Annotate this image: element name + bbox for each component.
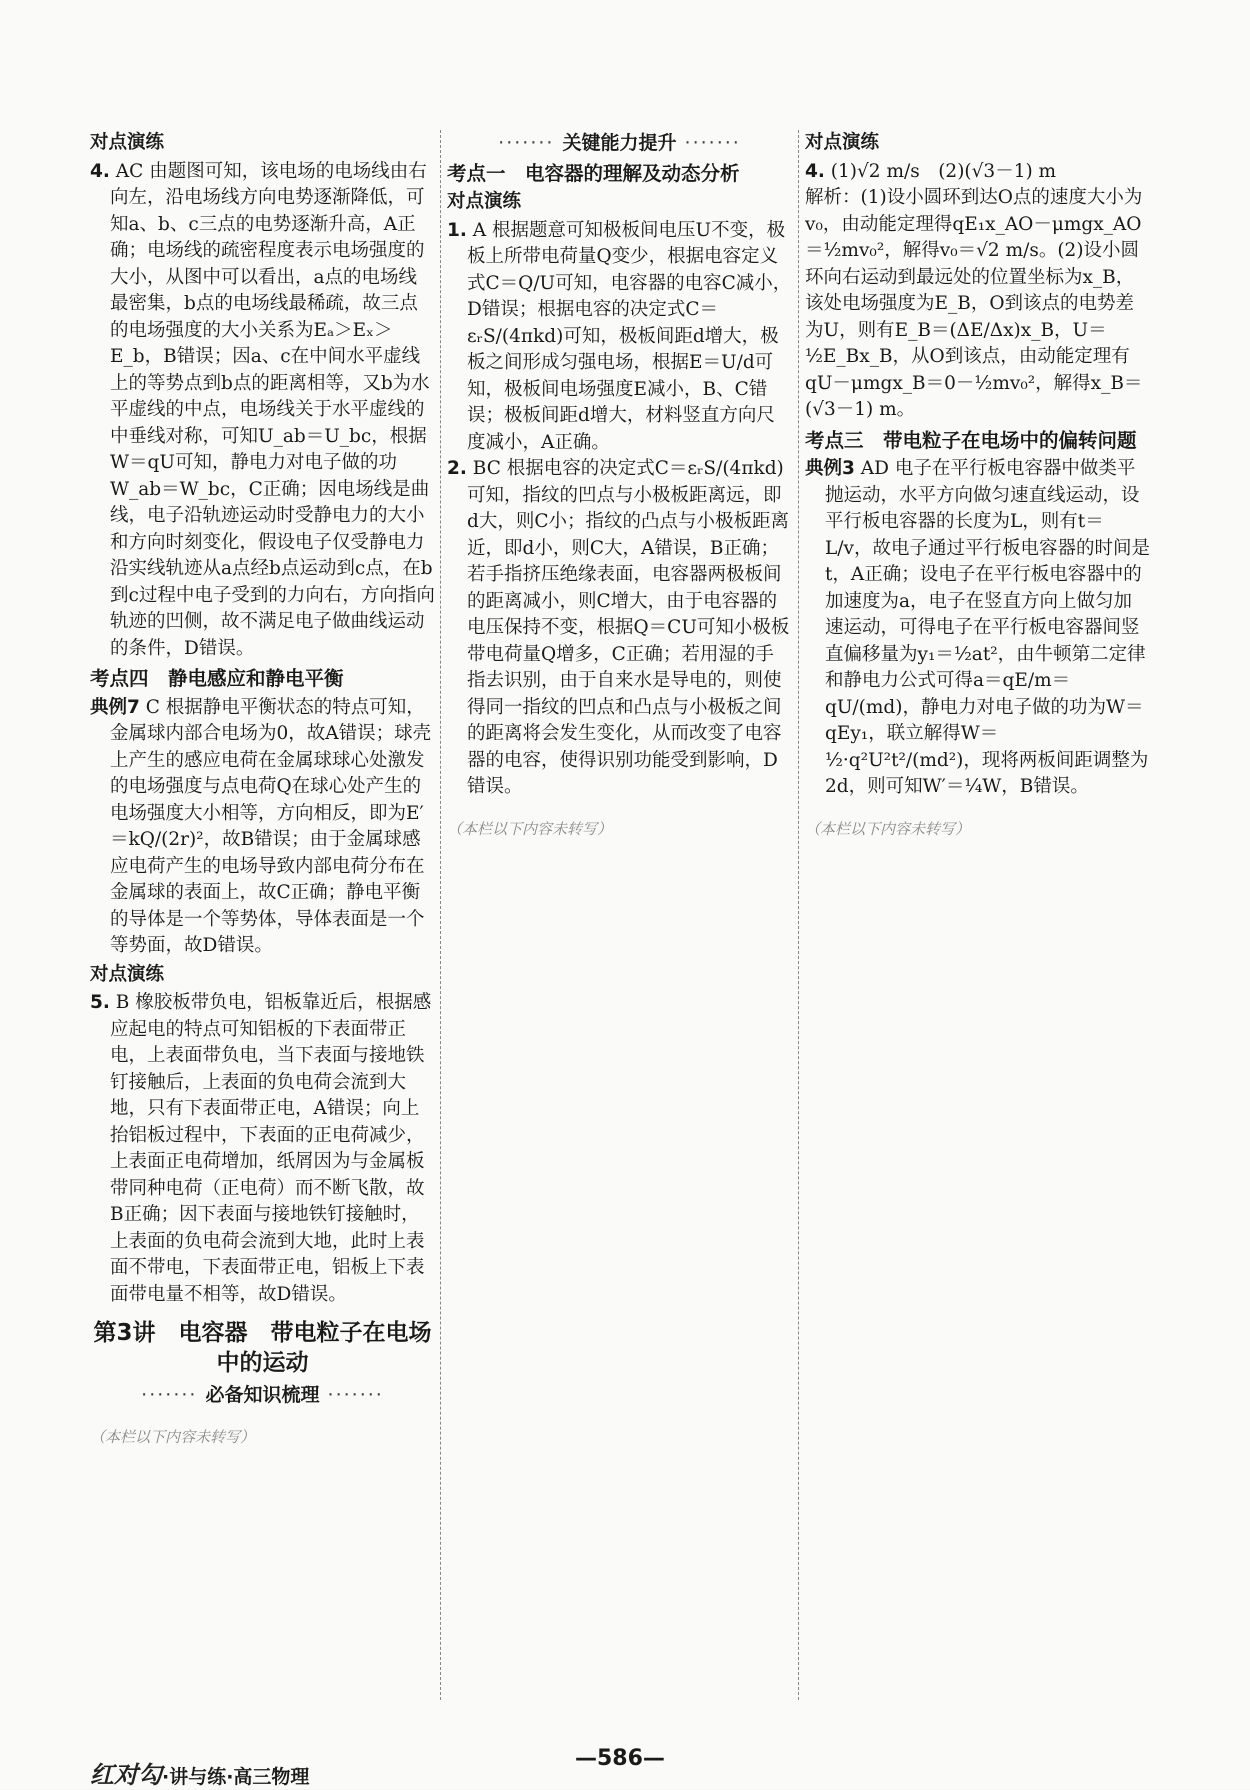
item-number: 5.: [90, 992, 110, 1013]
right-column: [805, 128, 1150, 857]
section-heading: 对点演练: [805, 132, 880, 153]
footer: [90, 1755, 309, 1790]
column-divider: [798, 130, 799, 1700]
middle-column: [447, 128, 792, 857]
omitted-note: （本栏以下内容未转写）: [805, 819, 971, 838]
answer-item: [805, 159, 1150, 186]
topic-heading: 考点四 静电感应和静电平衡: [90, 667, 344, 690]
section-heading: 对点演练: [90, 132, 165, 153]
example-label: 典例3: [805, 458, 855, 479]
item-number: 4.: [805, 160, 825, 182]
topic-heading: 考点三 带电粒子在电场中的偏转问题: [805, 428, 1137, 452]
series-title: ·讲与练·高三物理: [162, 1766, 310, 1788]
answer-item: [447, 218, 792, 457]
omitted-note: （本栏以下内容未转写）: [90, 1427, 256, 1446]
answer-result: (1)√2 m/s (2)(√3－1) m: [830, 160, 1057, 182]
item-text: BC 根据电容的决定式C＝εᵣS/(4πkd)可知，指纹的凹点与小极板距离远，即d大，则C小；指纹的凸点与小极板距离近，即d小，则C大，A错误，B正确；若手指挤压绝缘表面，电容器两极板间的距离减小，则C增大，由于电容器的电压保持不变，根据Q＝CU可知小极板带电荷量Q增多，C正确；若用湿的手指去识别，由于自来水是导电的，则使得同一指纹的凹点和凸点与小极板之间的距离将会发生变化，从而改变了电容器的电容，使得识别功能受到影响，D错误。: [467, 458, 790, 797]
section-banner: ······· 关键能力提升 ·······: [498, 132, 741, 154]
example-item: [90, 695, 435, 960]
answer-item: [90, 159, 435, 663]
section-heading: 对点演练: [90, 963, 165, 985]
item-text: AC 由题图可知，该电场的电场线由右向左，沿电场线方向电势逐渐降低，可知a、b、c三点的电势逐渐升高，A正确；电场线的疏密程度表示电场强度的大小，从图中可以看出，a点的电场线最密集，b点的电场线最稀疏，故三点的电场强度的大小关系为Eₐ＞Eₓ＞E_b，B错误；因a、c在中间水平虚线上的等势点到b点的距离相等，又b为水平虚线的中点，电场线关于水平虚线的中垂线对称，可知U_ab＝U_bc，根据W＝qU可知，静电力对电子做的功W_ab＝W_bc，C正确；因电场线是曲线，电子沿轨迹运动时受静电力的大小和方向时刻变化，假设电子仅受静电力沿实线轨迹从a点经b点运动到c点，在b到c过程中电子受到的力向右，方向指向轨迹的凹侧，故不满足电子做曲线运动的条件，D错误。: [110, 160, 435, 659]
item-text: A 根据题意可知极板间电压U不变，极板上所带电荷量Q变少，根据电容定义式C＝Q/U可知，电容器的电容C减小，D错误；根据电容的决定式C＝εᵣS/(4πkd)可知，极板间距d增大，极板之间形成匀强电场，根据E＝U/d可知，极板间电场强度E减小，B、C错误；极板间距d增大，材料竖直方向尺度减小，A正确。: [467, 219, 792, 453]
lecture-title: 第3讲 电容器 带电粒子在电场中的运动: [93, 1320, 432, 1376]
item-number: 4.: [90, 160, 110, 182]
example-text: C 根据静电平衡状态的特点可知，金属球内部合电场为0，故A错误；球壳上产生的感应电荷在金属球球心处激发的电场强度与点电荷Q在球心处产生的电场强度大小相等，方向相反，即为E′＝kQ/(2r)²，故B错误；由于金属球感应电荷产生的电场导致内部电荷分布在金属球的表面上，故C正确；静电平衡的导体是一个等势体，导体表面是一个等势面，故D错误。: [110, 696, 432, 956]
answer-item: [90, 990, 435, 1308]
item-number: 1.: [447, 219, 467, 241]
item-text: B 橡胶板带负电，铝板靠近后，根据感应起电的特点可知铝板的下表面带正电，上表面带负电，当下表面与接地铁钉接触后，上表面的负电荷会流到大地，只有下表面带正电，A错误；向上抬铝板过程中，下表面的正电荷减少，上表面正电荷增加，纸屑因为与金属板带同种电荷（正电荷）而不断飞散，故B正确；因下表面与接地铁钉接触时，上表面的负电荷会流到大地，此时上表面不带电，下表面带正电，铝板上下表面带电量不相等，故D错误。: [110, 992, 432, 1305]
answer-item: [447, 456, 792, 801]
column-divider: [440, 130, 441, 1700]
section-heading: 对点演练: [447, 191, 522, 212]
solution-text: 解析：(1)设小圆环到达O点的速度大小为v₀，由动能定理得qE₁x_AO－μmgx_AO＝½mv₀²，解得v₀＝√2 m/s。(2)设小圆环向右运动到最远处的位置坐标为x_B，该处电场强度为E_B，O到该点的电势差为U，则有E_B＝(ΔE/Δx)x_B，U＝½E_Bx_B，从O到该点，由动能定理有qU－μmgx_B＝0－½mv₀²，解得x_B＝(√3－1) m。: [805, 187, 1143, 420]
example-item: [805, 456, 1150, 801]
omitted-note: （本栏以下内容未转写）: [447, 819, 613, 838]
example-label: 典例7: [90, 696, 140, 718]
item-number: 2.: [447, 458, 467, 479]
page-number: —586—: [575, 1746, 665, 1771]
left-column: [90, 128, 435, 1465]
brand-logo: 红对勾: [90, 1760, 162, 1789]
topic-heading: 考点一 电容器的理解及动态分析: [447, 161, 740, 185]
section-banner: ······· 必备知识梳理 ·······: [141, 1384, 384, 1406]
example-text: AD 电子在平行板电容器中做类平抛运动，水平方向做匀速直线运动，设平行板电容器的长度为L，则有t＝L/v，故电子通过平行板电容器的时间是t，A正确；设电子在平行板电容器中的加速度为a，电子在竖直方向上做匀加速运动，可得电子在平行板电容器间竖直偏移量为y₁＝½at²，由牛顿第二定律和静电力公式可得a＝qE/m＝qU/(md)，静电力对电子做的功为W＝qEy₁，联立解得W＝½·q²U²t²/(md²)，现将两板间距调整为2d，则可知W′＝¼W，B错误。: [825, 458, 1150, 797]
